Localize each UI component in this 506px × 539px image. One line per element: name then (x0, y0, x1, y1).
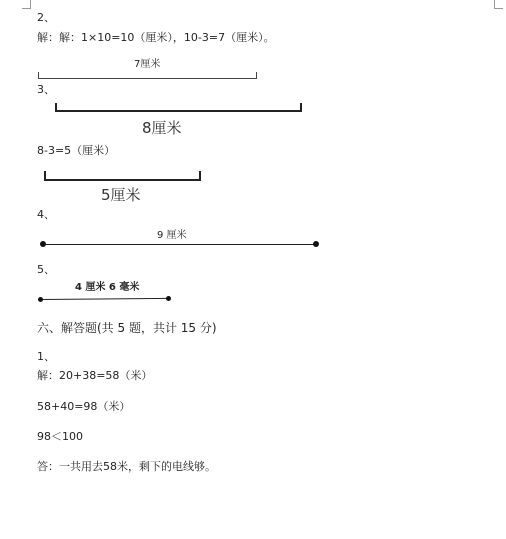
question-3-number: 3、 (37, 83, 55, 96)
line-7cm (38, 78, 257, 79)
segment-8cm-left-tick (55, 103, 57, 112)
segment-5cm-label: 5厘米 (101, 186, 141, 204)
line-7cm-left-tick (38, 72, 39, 79)
segment-8cm-label: 8厘米 (142, 119, 182, 137)
segment-5cm (44, 179, 201, 181)
segment-5cm-right-tick (199, 171, 201, 181)
section-6-question-1-equation-1: 解：20+38=58（米） (37, 369, 153, 382)
line-9cm-left-endpoint (40, 241, 46, 247)
question-3-equation: 8-3=5（厘米） (37, 144, 116, 157)
line-7cm-label: 7厘米 (134, 59, 161, 70)
section-6-title: 六、解答题(共 5 题，共计 15 分) (37, 321, 217, 335)
segment-8cm (55, 110, 302, 112)
question-2-answer: 解：解：1×10=10（厘米），10-3=7（厘米）。 (37, 31, 275, 44)
section-6-question-1-number: 1、 (37, 350, 55, 363)
question-5-number: 5、 (37, 263, 55, 276)
segment-5cm-left-tick (44, 171, 46, 181)
page-corner-mark-right (494, 0, 503, 9)
line-9cm (43, 244, 316, 245)
section-6-question-1-comparison: 98＜100 (37, 430, 83, 443)
section-6-question-1-answer: 答：一共用去58米，剩下的电线够。 (37, 460, 216, 473)
section-6-question-1-equation-2: 58+40=98（米） (37, 400, 131, 413)
line-4cm6mm-left-endpoint (38, 297, 43, 302)
line-4cm6mm-right-endpoint (166, 296, 171, 301)
question-4-number: 4、 (37, 208, 55, 221)
line-9cm-label: 9 厘米 (157, 230, 187, 241)
question-2-number: 2、 (37, 11, 55, 24)
page-corner-mark-left (22, 0, 31, 9)
segment-8cm-right-tick (300, 103, 302, 112)
line-4cm6mm-label: 4 厘米 6 毫米 (75, 282, 140, 293)
line-9cm-right-endpoint (313, 241, 319, 247)
line-7cm-right-tick (256, 72, 257, 79)
line-4cm6mm (41, 298, 169, 300)
